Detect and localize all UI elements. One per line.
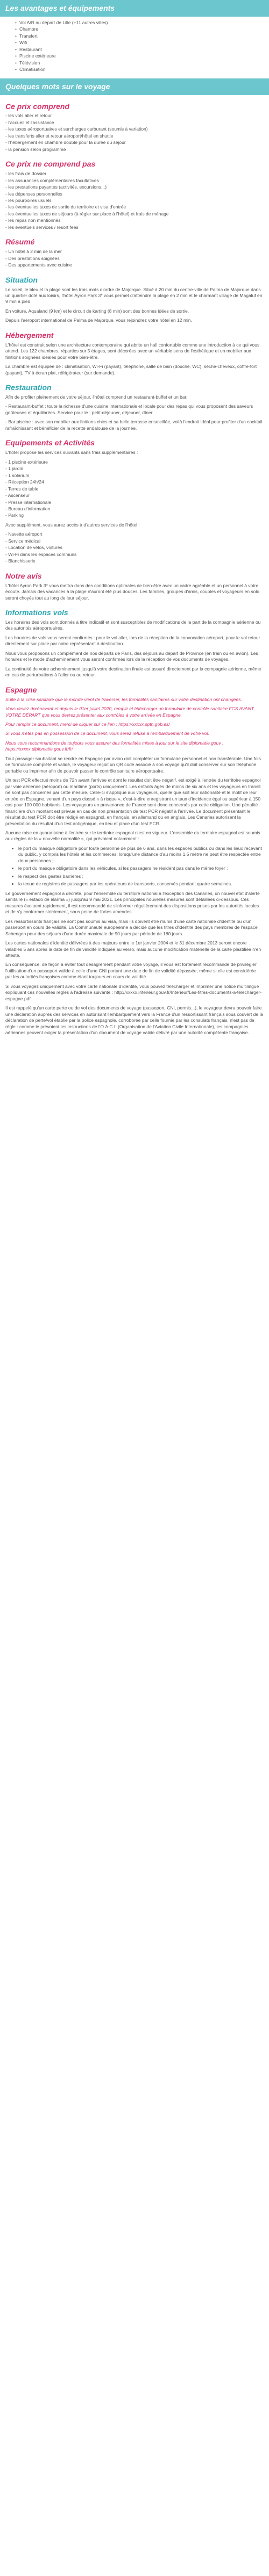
text-line: - les éventuels services / resort fees (5, 224, 79, 230)
equipment-item: • Transfert (15, 33, 269, 39)
text-line: - les frais de dossier (5, 171, 47, 177)
equipment-item: • Wifi (15, 40, 269, 46)
espagne-alert (5, 697, 264, 753)
section-title-restauration: Restauration (5, 383, 52, 392)
text-line: - les éventuelles taxes de sortie du territoire et visa d'entrée (5, 204, 126, 210)
text-line: - Location de vélos, voitures (5, 545, 62, 551)
text-line: - les assurances complémentaires facultatives (5, 177, 99, 183)
text-line: - l'accueil et l'assistance (5, 119, 54, 125)
text-line: Suite à la crise sanitaire que le monde vient de traverser, les formalités sanitaires sur votre destination ont changées. (5, 696, 242, 702)
text-line: L'hôtel est construit selon une architecture contemporaine qui abrite un hall confortable comme une introduction à ce qui vous attend. Les 122 chambres, réparties sur 5 étages, sont décorées avec un véritable sens de l'esthétique et un mobilier aux finitions soignées idéales pour votre bien-être. (5, 342, 260, 360)
equipements-free-list (5, 459, 264, 519)
text-line: - Navette aéroport (5, 531, 43, 537)
text-line: - les éventuelles taxes de séjours (à régler sur place à l'hôtel) et frais de ménage (5, 211, 169, 217)
text-line: - Ascenseur (5, 493, 30, 499)
text-line: Nous vous recommandons de toujours vous assurer des formalités mises à jour sur le site diplomatie.gouv : https://xxxxx.diplomatie.gouv.fr/fr/ (5, 740, 224, 752)
text-line: - les transferts aller et retour aéroport/hôtel en shuttle (5, 133, 114, 139)
section-title-notre-avis: Notre avis (5, 571, 42, 580)
infos-vols-text (5, 619, 264, 679)
equipment-item: • Climatisation (15, 67, 269, 73)
equipment-item: • Restaurant (15, 47, 269, 53)
espagne-bullet: • le port du masque obligatoire pour toute personne de plus de 6 ans, dans les espaces publics ou dans les lieux recevant du public, y compris les hôtels et les commerces, lorsqu'une distance d'au moins 1,5 mètre ne peut être respectée entre deux personnes ; (18, 846, 264, 864)
espagne-text (5, 756, 264, 842)
main-content (0, 102, 269, 1045)
text-line: - Des prestations soignées (5, 255, 60, 261)
situation-text (5, 287, 264, 324)
text-line: Si vous n'êtes pas en possession de ce document, vous serez refusé à l'embarquement de votre vol. (5, 731, 209, 737)
text-line: La chambre est équipée de : climatisation, Wi-Fi (payant), téléphone, salle de bain (douche, WC), sèche-cheveux, coffre-fort (payant), TV à écran plat, réfrigérateur (sur demande). (5, 364, 257, 376)
text-line: En voiture, Aqualand (9 km) et le circuit de karting (8 min) sont des bonnes idées de sortie. (5, 308, 189, 314)
page (0, 0, 269, 1045)
text-line: - Service médical (5, 538, 41, 544)
notre-avis-text: L'hôtel Ayron Park 3* vous mettra dans des conditions optimales de bien-être avec un cadre agréable et un personnel à votre écoute. Jamais des vacances à la plage n'auront été plus douces. Les familles, groupes d'amis, couples et voyageurs en solo seront choyés tout au long de leur séjour. (5, 582, 259, 601)
prix-compris-list (5, 113, 264, 153)
equipements-intro: L'hôtel propose les services suivants sans frais supplémentaires : (5, 450, 138, 456)
text-line: Afin de profiter pleinement de votre séjour, l'hôtel comprend un restaurant-buffet et un bar. (5, 394, 188, 400)
text-line: Il est rappelé qu'un carte perte ou de vol des documents de voyage (passeport, CNI, permis...), le voyageur devra pouvoir faire une déclaration auprès des services en autorisant l'embarquement vers la France d'un ressortissant français sous couvert de la déclaration de perte/vol établie par la police espagnole, corroborée par celle fournie par les consulats français, n'est pas de règle : comme le prévoient les instructions de l'O.A.C.I. (Organisation de l'Aviation Civile Internationale), les compagnies aériennes peuvent exiger la présentation d'un document de voyage valide délivré par une autorité compétente française. (5, 1005, 264, 1036)
text-line: - Blanchisserie (5, 558, 36, 564)
section-title-prix-non-compris: Ce prix ne comprend pas (5, 160, 96, 169)
text-line: Les horaires de vols vous seront confirmés : pour le vol aller, lors de la réception de la convocation aéroport, pour le vol retour directement sur place par notre représentant à destination. (5, 634, 260, 647)
text-line: - l'hébergement en chambre double pour la durée du séjour (5, 140, 126, 146)
section-title-situation: Situation (5, 275, 38, 284)
equipements-paid-list (5, 531, 264, 564)
text-line: - Terres de table (5, 486, 39, 492)
text-line: - 1 piscine extérieure (5, 459, 48, 465)
section-title-espagne: Espagne (5, 685, 37, 694)
text-line: Un test PCR effectué moins de 72h avant l'arrivée et dont le résultat doit être négatif, est exigé à l'entrée du territoire espagnol par voie aérienne (aéroport) ou maritime (ports) uniquement. Les enfants âgés de moins de six ans et les voyageurs en transit ne sont pas concernés par cette mesure. Celle-ci s'applique aux voyageurs, quelle que soit leur nationalité et le motif de leur entrée en Espagne, venant d'un pays classé « à risque », c'est-à-dire enregistrant un taux d'incidence égal ou supérieur à 150 cas pour 100 000 habitants. Les voyageurs en provenance de France sont donc concernés par cette obligation. Une pénalité financière d'un montant est prévue en cas de non présentation de test PCR négatif à l'arrivée. Le document présentant le résultat du test PCR doit être rédigé en espagnol, en français, en allemand ou en anglais. Les Canaries autorisent la présentation du résultat d'un test antigénique, en lieu et place d'un test PCR. (5, 777, 261, 826)
text-line: La continuité de votre acheminement jusqu'à votre destination finale est assuré directement par la compagnie aérienne, même en cas de perturbations à l'aller ou au retour. (5, 666, 261, 678)
hebergement-text (5, 342, 264, 376)
text-line: - les prestations payantes (activités, excursions...) (5, 184, 107, 190)
text-line: - Réception 24h/24 (5, 479, 44, 485)
section-title-resume: Résumé (5, 237, 35, 247)
section-title-equipements: Equipements et Activités (5, 438, 95, 448)
text-line: - Un hôtel à 2 min de la mer (5, 249, 62, 255)
text-line: - Des appartements avec cuisine (5, 262, 72, 268)
equipment-banner: Les avantages et équipements (0, 0, 269, 17)
text-line: Les horaires des vols sont donnés à titre indicatif et sont susceptibles de modifications de la part de la compagnie aérienne ou des autorités aéroportuaires. (5, 619, 261, 631)
section-title-prix-compris: Ce prix comprend (5, 102, 70, 111)
espagne-bullet: • le port du masque obligatoire dans les véhicules, si les passagers ne résident pas dans le même foyer ; (18, 865, 264, 871)
text-line: - les taxes aéroportuaires et surcharges carburant (soumis à variation) (5, 126, 148, 132)
text-line: Depuis l'aéroport international de Palma de Majorque, vous rejoindrez votre hôtel en 12 min. (5, 318, 193, 323)
text-line: Le soleil, le bleu et la plage sont les trois mots d'ordre de Majorque. Situé à 20 min du centre-ville de Palma de Majorque dans un quartier doté aux loisirs, l'hôtel Ayron Park 3* vous permet d'atteindre la plage en 2 min et le charmant village de Magaluf en 9 min à pied. (5, 286, 263, 305)
restauration-text (5, 394, 264, 431)
equipment-item: • Télévision (15, 60, 269, 66)
equipment-item: • Piscine extérieure (15, 53, 269, 59)
text-line: - Wi-Fi dans les espaces communs (5, 551, 77, 557)
text-line: En conséquence, de façon à éviter tout désagrément pendant votre voyage, il vous est fortement recommandé de privilégier l'utilisation d'un passeport valide à celle d'une CNI portant une date de fin de validité dépassée, même si elle est considérée par les autorités françaises comme étant toujours en cours de validité. (5, 962, 257, 980)
text-line: - Restaurant-buffet : toute la richesse d'une cuisine internationale et locale pour des repas qui vous proposent des saveurs goûteuses et équilibrées. Service pour le : petit-déjeuner, déjeuner, dîner. (5, 403, 253, 415)
voyage-banner: Quelques mots sur le voyage (0, 78, 269, 95)
text-line: - 1 solarium (5, 472, 30, 478)
resume-list (5, 249, 264, 268)
text-line: - les vols aller et retour (5, 113, 52, 119)
text-line: - Bureau d'information (5, 506, 51, 511)
prix-non-compris-list (5, 171, 264, 230)
text-line: - les dépenses personnelles (5, 191, 62, 197)
text-line: - les repas non mentionnés (5, 218, 61, 223)
text-line: - Parking (5, 513, 24, 518)
espagne-bullet: • le respect des gestes barrières ; (18, 874, 264, 879)
espagne-bullet: • la tenue de registres de passagers par les opérateurs de transports, conservés pendant quatre semaines. (18, 881, 264, 887)
text-line: - Presse internationale (5, 499, 52, 505)
section-title-infos-vols: Informations vols (5, 608, 68, 617)
equipment-list (0, 20, 269, 73)
text-line: - la pension selon programme (5, 146, 66, 152)
text-line: Aucune mise en quarantaine à l'entrée sur le territoire espagnol n'est en vigueur. L'ensemble du territoire espagnol est soumis aux règles de la « nouvelle normalité », qui prévoient notamment : (5, 830, 260, 842)
equipment-item: • Vol A/R au départ de Lille (+11 autres villes) (15, 20, 269, 26)
section-title-hebergement: Hébergement (5, 330, 54, 340)
text-line: - Bar piscine : avec son mobilier aux finitions chics et sa belle terrasse ensoleillée, voilà l'endroit idéal pour profiter d'un cocktail rafraîchissant et bénéficier de la recette andalouse de la journée. (5, 419, 263, 431)
text-line: - les pourboires usuels (5, 198, 52, 203)
espagne-text-2 (5, 891, 264, 1036)
text-line: Tout passager souhaitant se rendre en Espagne par avion doit compléter un formulaire personnel et non transférable. Une fois ce formulaire complété et validé, le voyageur reçoit un QR code associé à son voyage qu'il doit conserver sur son téléphone portable ou imprimer afin de pouvoir passer le contrôle sanitaire aéroportuaire. (5, 755, 261, 774)
text-line: Les ressortissants français ne sont pas soumis au visa, mais ils doivent être munis d'une carte nationale d'identité ou d'un passeport en cours de validité. La Communauté européenne a décidé que les titres d'identité des pays membres de l'espace Schengen pour des séjours d'une durée maximale de 90 jours par période de 180 jours. (5, 918, 258, 936)
text-line: Pour remplir ce document, merci de cliquer sur ce lien : https://xxxxx.spth.gob.es/ (5, 721, 170, 727)
text-line: Vous devez dorénavant et depuis le 01er juillet 2020, remplir et télécharger un formulaire de contrôle sanitaire FCS AVANT VOTRE DÉPART que vous devrez présenter aux contrôles à votre arrivée en Espagne. (5, 706, 254, 718)
text-line: Si vous voyagez uniquement avec votre carte nationale d'identité, vous pouvez télécharger et imprimer une notice multilingue expliquant ces nouvelles règles à l'adresse suivante : http://xxxxx.interieur.gouv.fr/Interieur/Les-titres-documents-a-telecharger-espagne.pdf. (5, 983, 262, 1001)
equipment-item: • Chambre (15, 26, 269, 32)
text-line: Les cartes nationales d'identité délivrées à des majeurs entre le 1er janvier 2004 et le 31 décembre 2013 seront encore valables 5 ans après la date de fin de validité indiquée au verso, mais aucune modification matérielle de la carte plastifiée n'en atteste. (5, 940, 261, 958)
text-line: Le gouvernement espagnol a décrété, pour l'ensemble du territoire national à l'exception des Canaries, un nouvel état d'alerte sanitaire (« estado de alarma ») jusqu'au 9 mai 2021. Les principales nouvelles mesures sont détaillées ci-dessous. Ces mesures évoluent rapidement, il est recommandé de s'informer régulièrement des dispositions prises par les autorités locales et de s'y conformer strictement, sous peine de fortes amendes. (5, 890, 260, 915)
equipements-paid-intro: Avec supplément, vous aurez accès à d'autres services de l'hôtel : (5, 522, 140, 528)
text-line: - 1 jardin (5, 466, 24, 472)
espagne-bullets (5, 846, 264, 887)
text-line: Nous vous proposons un complément de nos départs de Paris, des séjours au départ de Province (en train ou en avion). Les horaires et le mode d'acheminement vous seront confirmés lors de la réception de vos documents de voyages. (5, 650, 258, 662)
